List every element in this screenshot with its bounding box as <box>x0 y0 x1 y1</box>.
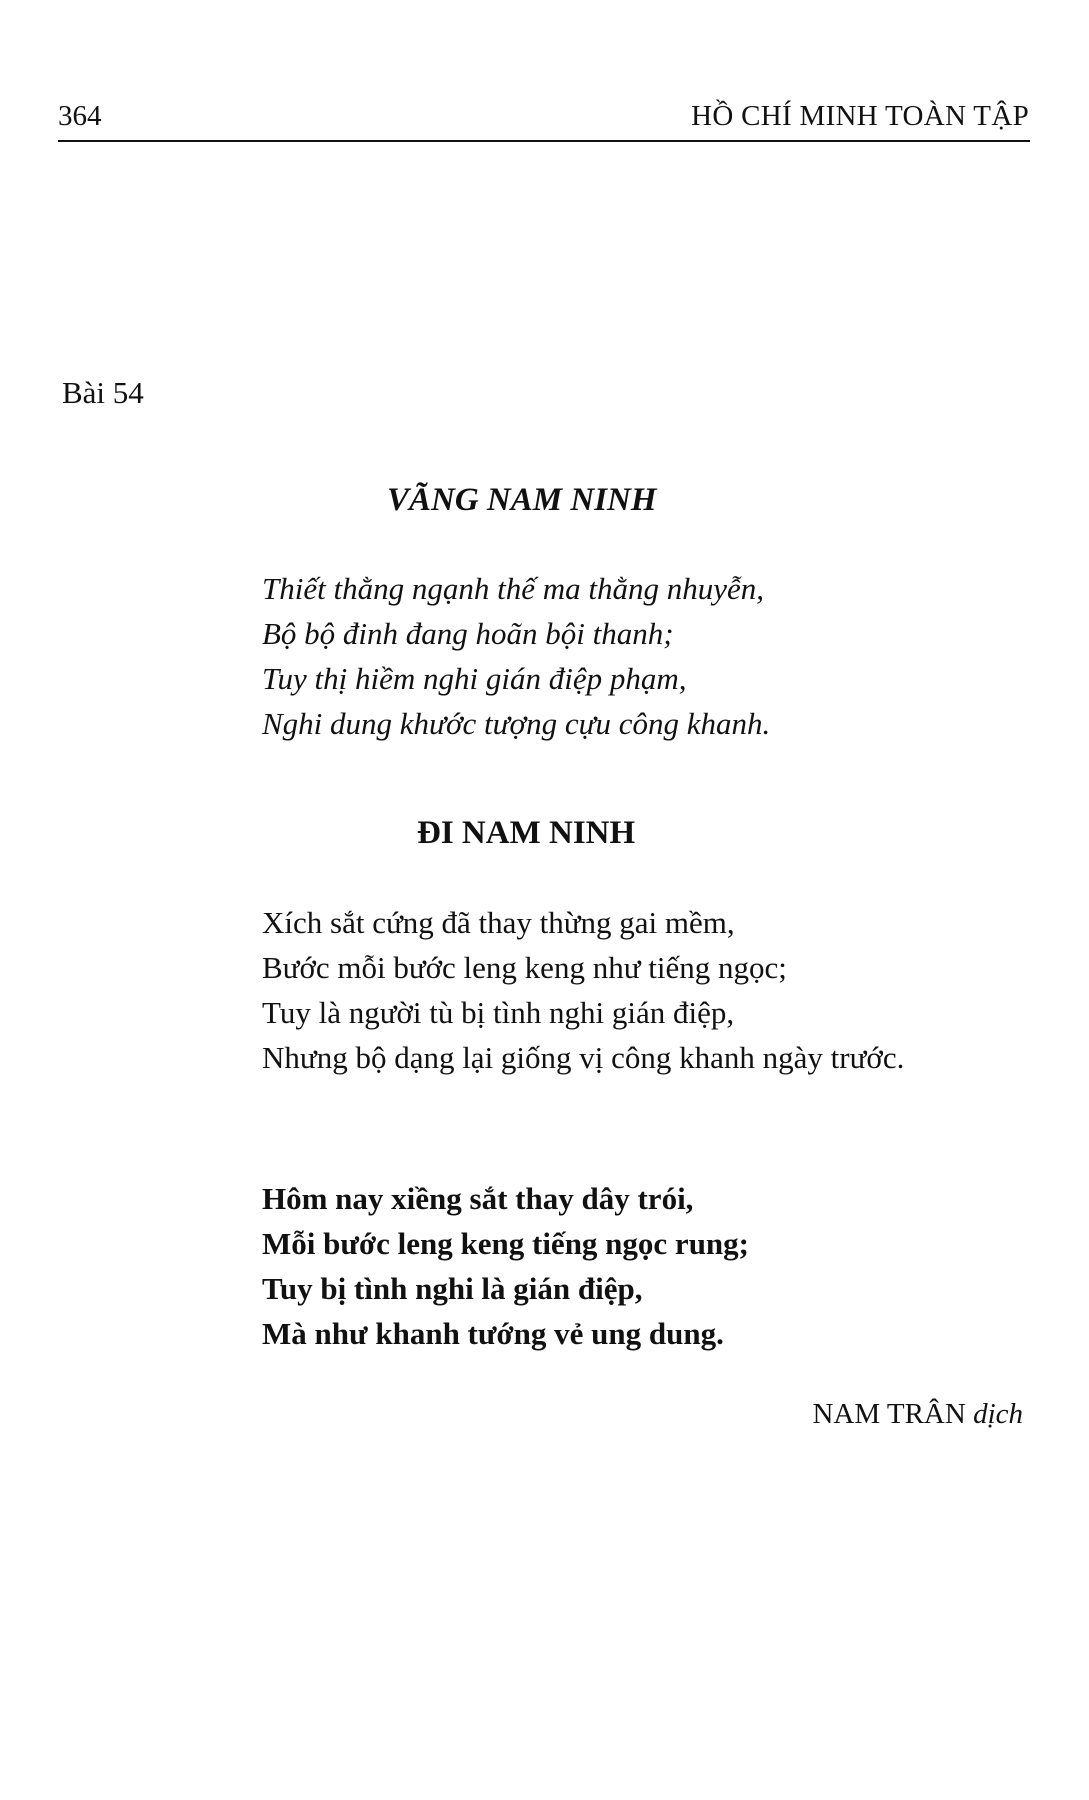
translator-suffix: dịch <box>973 1398 1023 1430</box>
poem-line: Thiết thằng ngạnh thế ma thằng nhuyễn, <box>262 571 764 606</box>
literal-translation-stanza <box>262 900 904 1080</box>
original-poem-stanza <box>262 566 770 746</box>
poem-number: Bài 54 <box>62 375 144 410</box>
poem-line: Mỗi bước leng keng tiếng ngọc rung; <box>262 1226 749 1261</box>
running-header-title: HỒ CHÍ MINH TOÀN TẬP <box>691 100 1029 132</box>
poem-line: Bộ bộ đinh đang hoãn bội thanh; <box>262 616 674 651</box>
verse-translation-stanza <box>262 1176 749 1356</box>
poem-line: Mà như khanh tướng vẻ ung dung. <box>262 1316 724 1351</box>
poem-line: Tuy là người tù bị tình nghi gián điệp, <box>262 995 735 1030</box>
translator-credit <box>812 1398 1023 1431</box>
page-number: 364 <box>58 100 102 132</box>
header-divider <box>58 140 1030 142</box>
poem-line: Xích sắt cứng đã thay thừng gai mềm, <box>262 905 735 940</box>
poem-line: Nghi dung khước tượng cựu công khanh. <box>262 706 771 741</box>
poem-line: Hôm nay xiềng sắt thay dây trói, <box>262 1181 694 1216</box>
original-poem-title: VÃNG NAM NINH <box>387 482 657 518</box>
poem-line: Tuy thị hiềm nghi gián điệp phạm, <box>262 661 687 696</box>
poem-line: Bước mỗi bước leng keng như tiếng ngọc; <box>262 950 787 985</box>
poem-line: Tuy bị tình nghi là gián điệp, <box>262 1271 643 1306</box>
translator-name: NAM TRÂN <box>812 1398 966 1430</box>
poem-line: Nhưng bộ dạng lại giống vị công khanh ngày trước. <box>262 1040 905 1075</box>
translation-title: ĐI NAM NINH <box>417 815 636 851</box>
